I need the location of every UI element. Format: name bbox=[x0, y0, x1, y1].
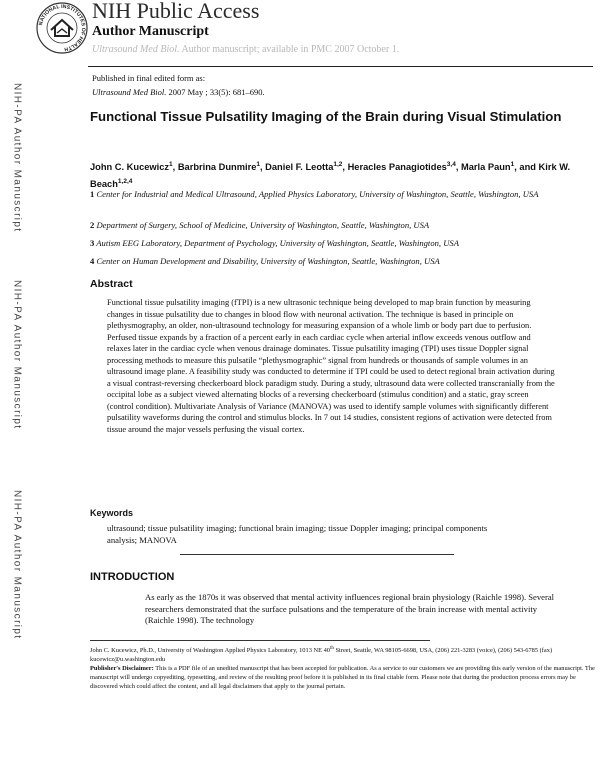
correspondence-note: John C. Kucewicz, Ph.D., University of Washington Applied Physics Laboratory, 1013 NE 40th Street, Seattle, WA 98105-6698, USA, (206) 221-3283 (voice), (206) 543-6785 (fax) kucewicz@u.washington.edu bbox=[90, 646, 553, 664]
header-divider bbox=[88, 66, 593, 67]
svg-text:NATIONAL INSTITUTES OF HEALTH bbox=[38, 4, 86, 52]
author-name: Barbrina Dunmire bbox=[177, 162, 257, 173]
affiliation: 1 Center for Industrial and Medical Ultrasound, Applied Physics Laboratory, University of Washington, Seattle, Washington, USA bbox=[90, 189, 539, 199]
abstract-heading: Abstract bbox=[90, 278, 133, 290]
journal-availability-line bbox=[92, 44, 399, 55]
introduction-text: As early as the 1870s it was observed that mental activity influences regional brain physiology (Raichle 1998). Several researchers demonstrated that the surface pulsations and the temperature of the brain increase with mental activity (Raichle 1998). The technology bbox=[145, 592, 555, 625]
author-list: John C. Kucewicz$^1$, Barbrina Dunmire$^1$, Daniel F. Leotta$^{1,2}$, Heracles Panagiotides$^{3,4}$, Marla Paun$^1$, and Kirk W. Beach$^{1,2,4}$ bbox=[90, 161, 571, 189]
author-manuscript-label: Author Manuscript bbox=[92, 24, 209, 39]
journal-name: Ultrasound Med Biol. bbox=[92, 44, 180, 55]
affiliation: 2 Department of Surgery, School of Medicine, University of Washington, Seattle, Washington, USA bbox=[90, 220, 430, 230]
side-label: NIH-PA Author Manuscript bbox=[11, 280, 23, 430]
author-name: Kirk W. Beach bbox=[90, 162, 571, 189]
author-name: Marla Paun bbox=[461, 162, 511, 173]
affiliation: 4 Center on Human Development and Disability, University of Washington, Seattle, Washington, USA bbox=[90, 256, 440, 266]
author-affiliation-ref: 1,2,4 bbox=[117, 177, 133, 185]
citation-details: 2007 May ; 33(5): 681–690. bbox=[166, 87, 265, 97]
introduction-heading: INTRODUCTION bbox=[90, 571, 175, 583]
author-name: John C. Kucewicz bbox=[90, 162, 170, 173]
author-affiliation-ref: 1,2 bbox=[333, 161, 343, 168]
article-title: Functional Tissue Pulsatility Imaging of the Brain during Visual Stimulation bbox=[90, 109, 562, 124]
author-affiliation-ref: 1 bbox=[510, 161, 515, 168]
abstract-text: Functional tissue pulsatility imaging (fTPI) is a new ultrasonic technique being developed to map brain function by measuring changes in tissue pulsatility due to changes in blood flow with neuronal activation. The technique is based in principle on plethysmography, an older, non-ultrasound technology for measuring expansion of a whole limb or body part due to perfusion. Perfused tissue expands by a fraction of a percent early in each cardiac cycle when arterial inflow exceeds venous outflow and relaxes later in the cardiac cycle when venous drainage dominates. Tissue pulsatility imaging (TPI) uses tissue Doppler signal processing methods to measure this pulsatile “plethysmographic” signal from hundreds or thousands of sample volumes in an ultrasound image plane. A feasibility study was conducted to determine if TPI could be used to detect regional brain activation during a visual contrast-reversing checkerboard block paradigm study. During a study, ultrasound data were collected transcranially from the occipital lobe as a subject viewed alternating blocks of a reversing checkerboard (stimulus condition) and a static, gray screen (control condition). Multivariate Analysis of Variance (MANOVA) was used to identify sample volumes with significantly different pulsatility waveforms during the control and stimulus blocks. In 7 out 14 studies, consistent regions of activation were detected from tissue around the major vessels perfusing the visual cortex. bbox=[107, 298, 555, 434]
keywords-heading: Keywords bbox=[90, 508, 134, 518]
footnote-divider bbox=[90, 640, 430, 641]
footnote bbox=[90, 645, 600, 692]
side-label: NIH-PA Author Manuscript bbox=[11, 490, 23, 640]
citation bbox=[92, 87, 265, 97]
author-affiliation-ref: 3,4 bbox=[446, 161, 456, 168]
keywords-text: ultrasound; tissue pulsatility imaging; functional brain imaging; tissue Doppler imaging; principal components analysis; MANOVA bbox=[107, 523, 488, 545]
publisher-disclaimer: Publisher's Disclaimer: This is a PDF file of an unedited manuscript that has been accepted for publication. As a service to our customers we are providing this early version of the manuscript. The manuscript will undergo copyediting, typesetting, and review of the resulting proof before it is published in its final citable form. Please note that during the production process errors may be discovered which could affect the content, and all legal disclaimers that apply to the journal pertain. bbox=[90, 664, 595, 690]
author-name: Daniel F. Leotta bbox=[265, 162, 334, 173]
side-label: NIH-PA Author Manuscript bbox=[11, 83, 23, 233]
nih-seal-icon bbox=[36, 2, 88, 54]
logo-ring-text: NATIONAL INSTITUTES OF HEALTH bbox=[38, 3, 87, 52]
affiliation: 3 Autism EEG Laboratory, Department of Psychology, University of Washington, Seattle, Washington, USA bbox=[90, 238, 459, 248]
citation-journal: Ultrasound Med Biol. bbox=[92, 87, 167, 97]
published-label: Published in final edited form as: bbox=[92, 73, 206, 83]
section-divider bbox=[180, 554, 454, 555]
author-affiliation-ref: 1 bbox=[256, 161, 260, 168]
availability-text: Author manuscript; available in PMC 2007 October 1. bbox=[179, 44, 400, 55]
nih-public-access-title: NIH Public Access bbox=[92, 0, 260, 23]
author-name: Heracles Panagiotides bbox=[347, 162, 447, 173]
author-affiliation-ref: 1 bbox=[169, 161, 173, 168]
